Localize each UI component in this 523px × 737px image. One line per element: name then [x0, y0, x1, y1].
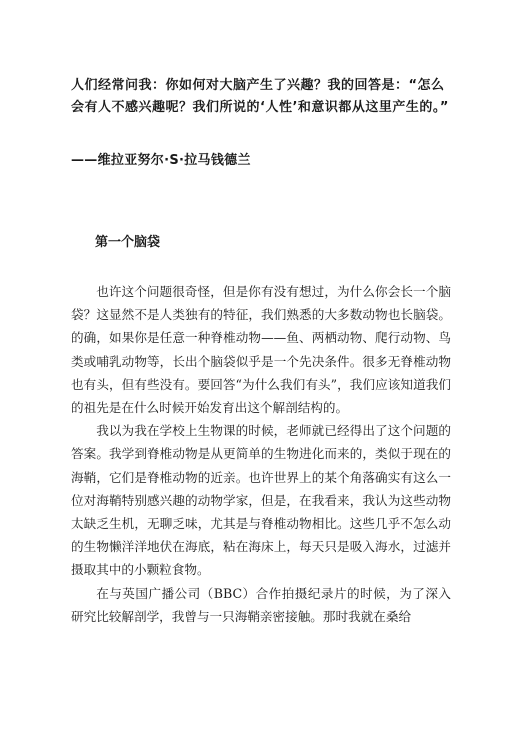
paragraph: 也许这个问题很奇怪，但是你有没有想过，为什么你会长一个脑袋？这显然不是人类独有的特征，我们熟悉的大多数动物也长脑袋。的确，如果你是任意一种脊椎动物——鱼、两栖动物、爬行动物、鸟类或哺乳动物等，长出个脑袋似乎是一个先决条件。很多无脊椎动物也有头，但有些没有。要回答“为什么我们有头”，我们应该知道我们的祖先是在什么时候开始发育出这个解剖结构的。: [71, 284, 451, 416]
epigraph: [71, 75, 451, 119]
paragraph: 在与英国广播公司（BBC）合作拍摄纪录片的时候，为了深入研究比较解剖学，我曾与一只海鞘亲密接触。那时我就在桑给: [71, 585, 451, 624]
section-title: 第一个脑袋: [95, 235, 161, 250]
paragraph: 我以为我在学校上生物课的时候，老师就已经得出了这个问题的答案。我学到脊椎动物是从更简单的生物进化而来的，类似于现在的海鞘，它们是脊椎动物的近亲。也许世界上的某个角落确实有这么一位对海鞘特别感兴趣的动物学家，但是，在我看来，我认为这些动物太缺乏生机，无聊乏味，尤其是与脊椎动物相比。这些几乎不怎么动的生物懒洋洋地伏在海底，粘在海床上，每天只是吸入海水，过滤并摄取其中的小颗粒食物。: [71, 423, 451, 578]
epigraph-quote: 人们经常问我：你如何对大脑产生了兴趣？我的回答是：“怎么会有人不感兴趣呢？我们所说的‘人性’和意识都从这里产生的。”: [71, 78, 449, 115]
body-text: [71, 280, 451, 628]
epigraph-attribution: ——维拉亚努尔·S·拉马钱德兰: [71, 153, 251, 168]
